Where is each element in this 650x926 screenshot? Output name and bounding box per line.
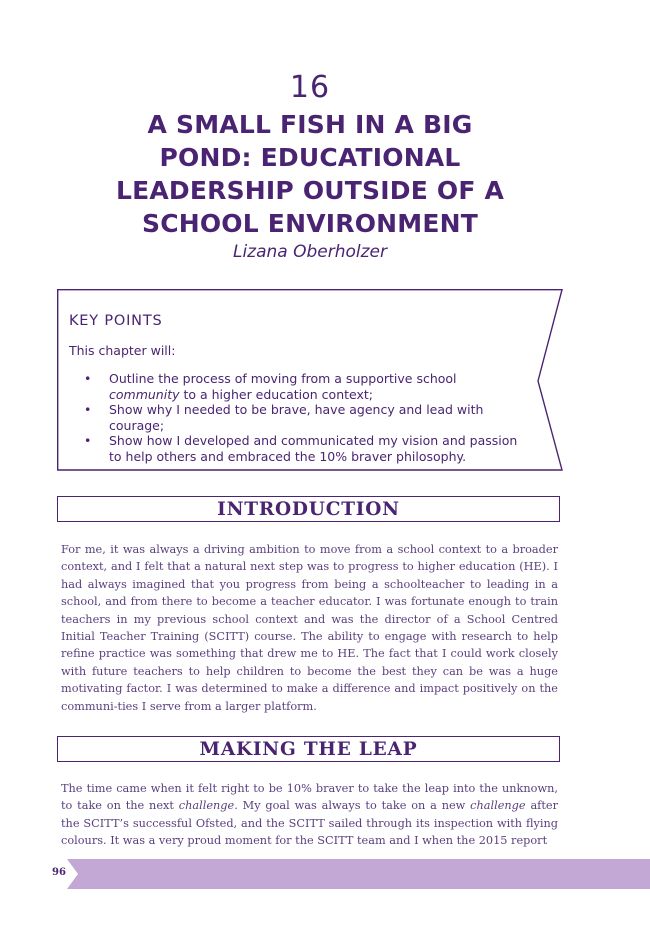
key-point-item: • Show why I needed to be brave, have agency and lead with courage; <box>84 402 484 433</box>
key-points-list <box>84 371 524 464</box>
bullet-icon: • <box>84 371 92 386</box>
section-heading-introduction: INTRODUCTION <box>57 496 560 522</box>
making-the-leap-paragraph: The time came when it felt right to be 10% braver to take the leap into the unknown, to take on the next challenge. My goal was always to take on a new challenge after the SCITT’s successful Ofsted, and the SCITT sailed through its inspection with flying colours. It was a very proud moment for the SCITT team and I when the 2015 report <box>61 782 558 848</box>
key-points-box <box>57 289 564 471</box>
key-point-item: • Outline the process of moving from a supportive school community to a higher education context; <box>84 371 457 402</box>
section-heading-making-the-leap: MAKING THE LEAP <box>57 736 560 762</box>
bullet-icon: • <box>84 433 92 448</box>
introduction-body <box>61 541 558 715</box>
key-point-item: • Show how I developed and communicated my vision and passion to help others and embraced the 10% braver philosophy. <box>84 433 518 464</box>
making-the-leap-body <box>61 780 558 850</box>
introduction-paragraph: For me, it was always a driving ambition to move from a school context to a broader context, and I felt that a natural next step was to progress to higher education (HE). I had always imagined that you progress from being a schoolteacher to leading in a school, and from there to become a teacher educator. I was fortunate enough to train teachers in my previous school context and was the director of a School Centred Initial Teacher Training (SCITT) course. The ability to engage with research to help refine practice was something that drew me to HE. The fact that I could work closely with future teachers to help children to become the best they can be was a huge motivating factor. I was determined to make a difference and impact positively on the communi-ties I serve from a larger platform. <box>61 543 558 713</box>
bullet-icon: • <box>84 402 92 417</box>
chapter-number: 16 <box>289 70 331 105</box>
key-points-heading: KEY POINTS <box>69 313 163 329</box>
footer-band <box>0 859 650 889</box>
chapter-title: A SMALL FISH IN A BIG POND: EDUCATIONAL LEADERSHIP OUTSIDE OF A SCHOOL ENVIRONMENT <box>115 110 505 238</box>
chapter-author: Lizana Oberholzer <box>232 242 388 262</box>
key-points-intro: This chapter will: <box>69 343 176 358</box>
page-number: 96 <box>52 867 66 878</box>
